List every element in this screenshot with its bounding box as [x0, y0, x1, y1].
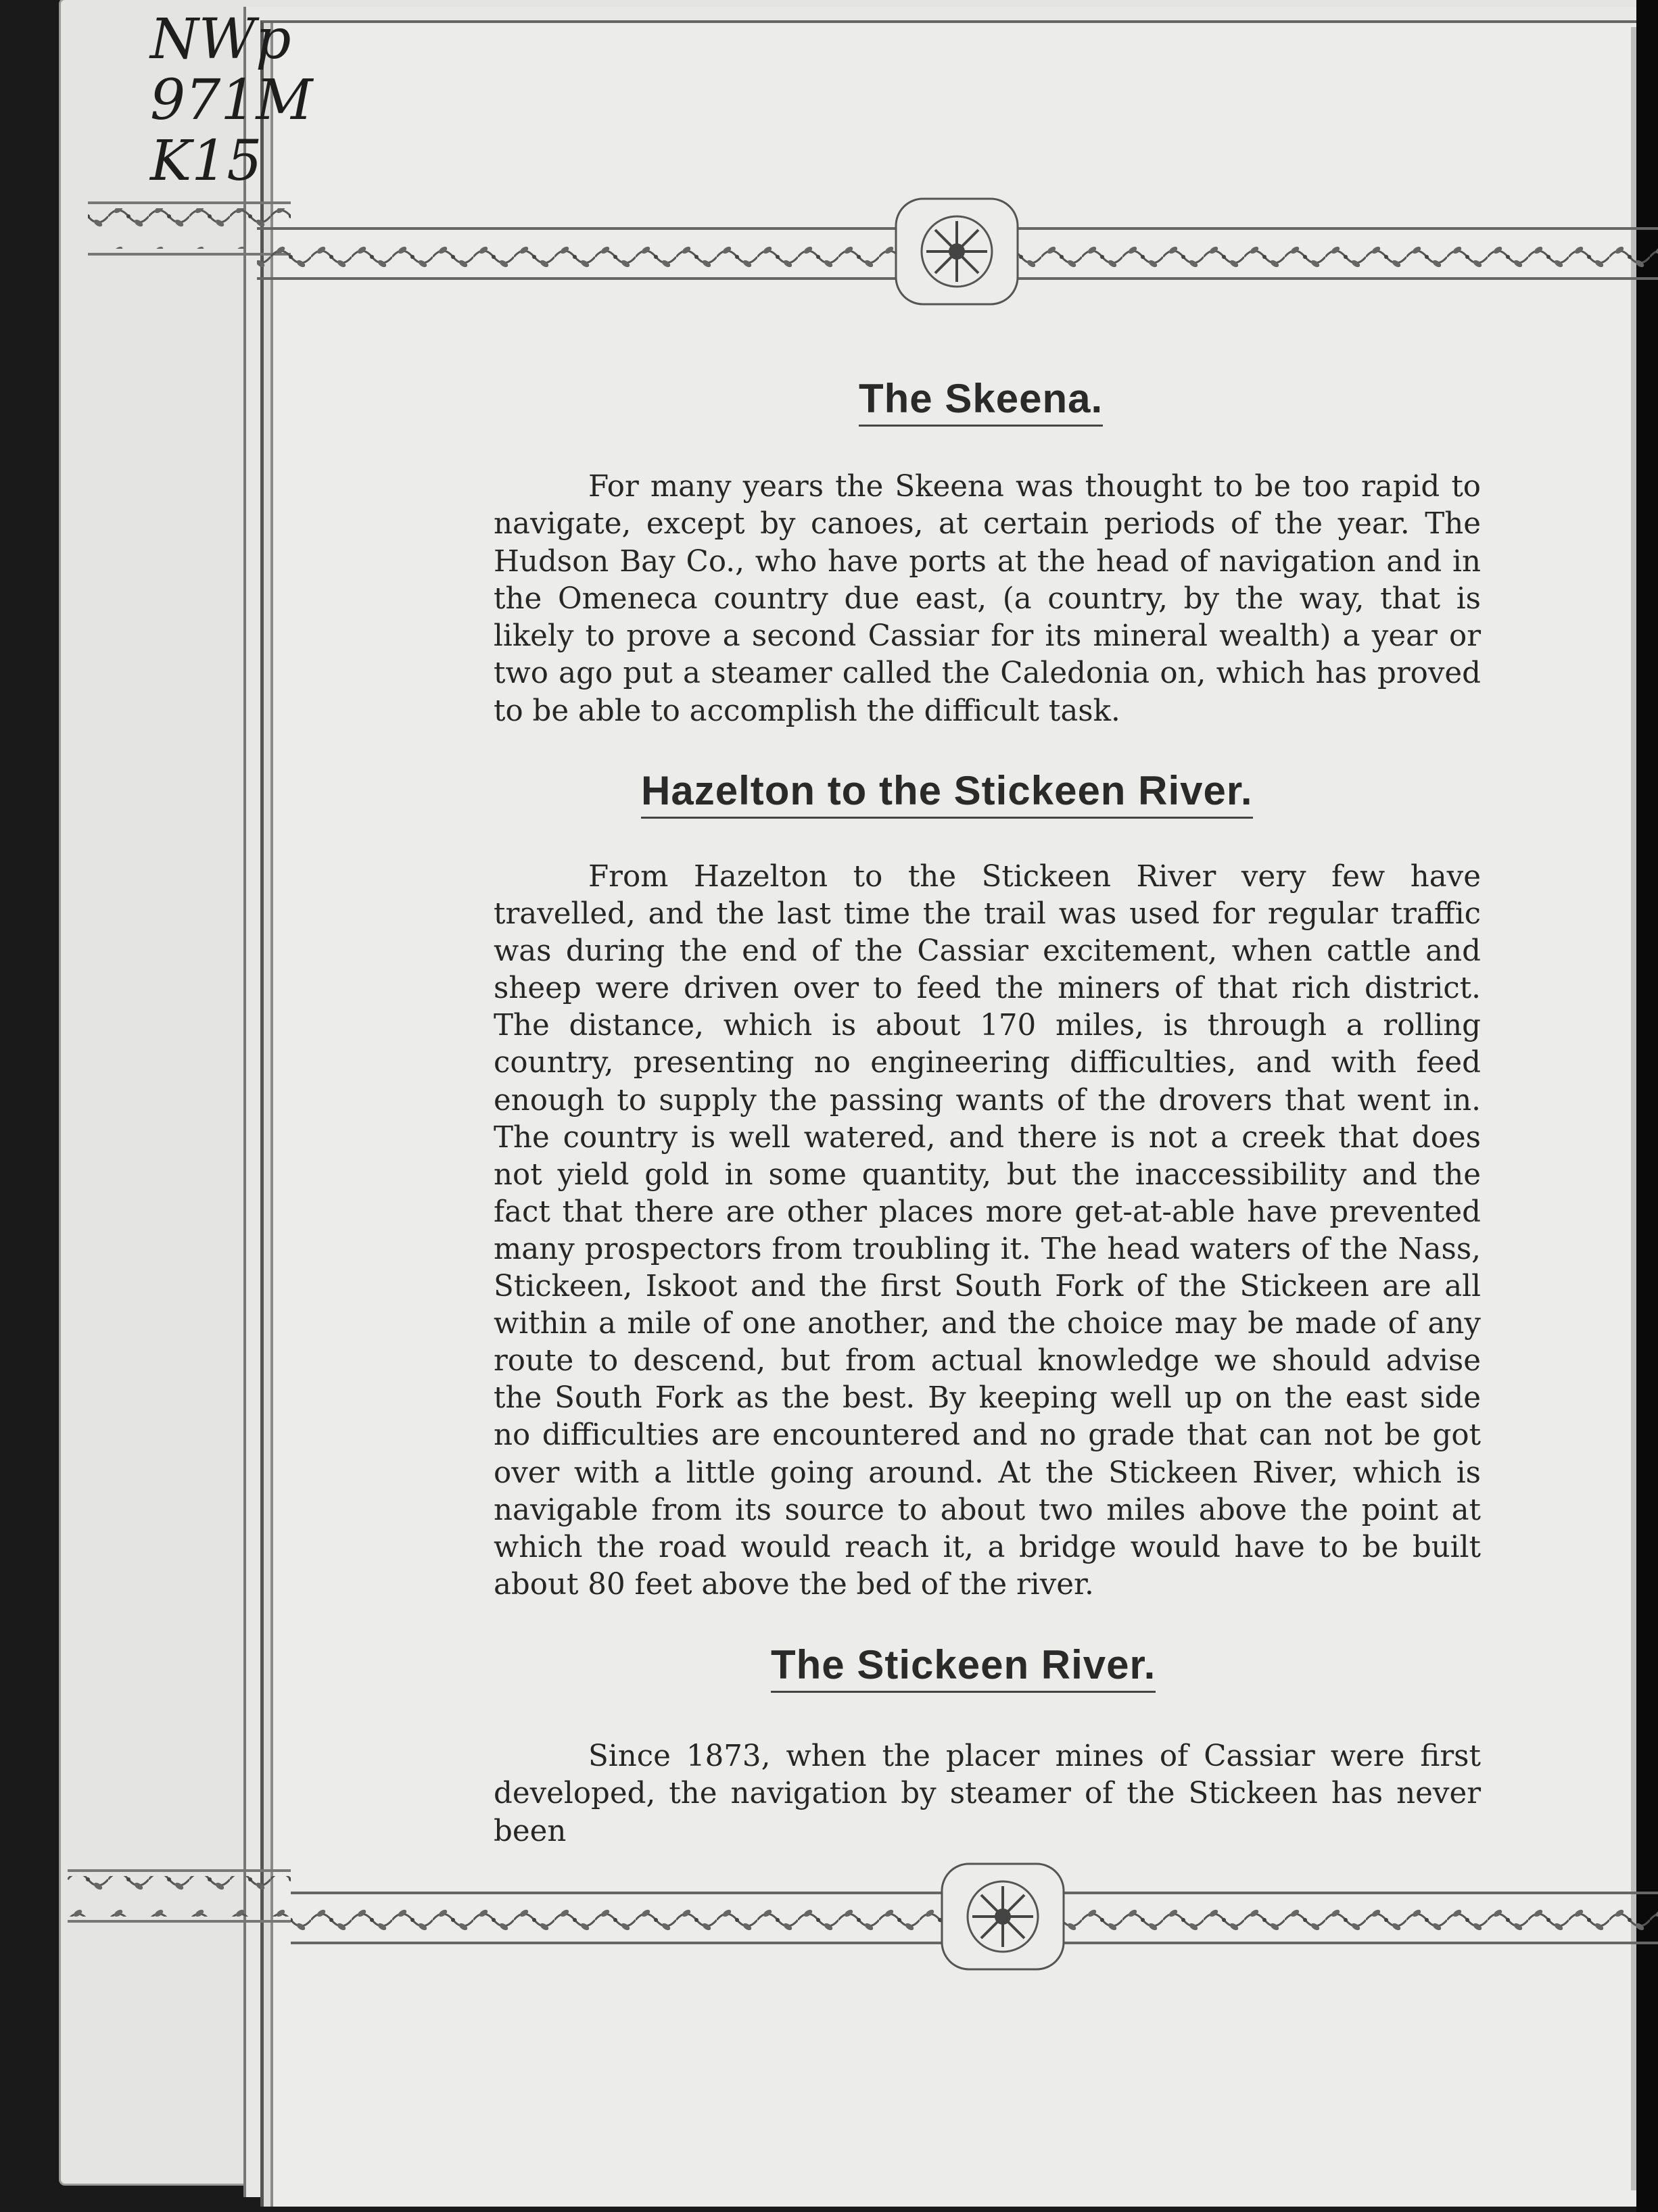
- section-body-stickeen: Since 1873, when the placer mines of Cassiar were first developed, the navigation by steamer of the Stickeen has never been: [494, 1739, 1481, 1848]
- medallion-ornament-top: [896, 199, 1018, 304]
- ornamental-border-top: [68, 196, 1658, 318]
- shelfmark-line-1: NWp: [150, 7, 291, 72]
- handwritten-shelfmark: [150, 7, 313, 193]
- shelfmark-line-2: 971M: [150, 68, 313, 133]
- shelfmark-line-3: K15: [150, 129, 262, 193]
- medallion-ornament-bottom: [942, 1864, 1064, 1969]
- section-body-hazelton: From Hazelton to the Stickeen River very few have travelled, and the last time the trail was used for regular traffic was during the end of the Cassiar excitement, when cattle and sheep were driven over to feed the miners of that rich district. The distance, which is about 170 miles, is through a rolling country, presenting no engineering difficulties, and with feed enough to supply the passing wants of the drovers that went in. The country is well watered, and there is not a creek that does not yield gold in some quantity, but the inaccessibility and the fact that there are other places more get-at-able have prevented many prospectors from troubling it. The head waters of the Nass, Stickeen, Iskoot and the first South Fork of the Stickeen are all within a mile of one another, and the choice may be made of any route to descend, but from actual knowledge we should advise the South Fork as the best. By keeping well up on the east side no difficulties are encountered and no grade that can not be got over with a little going around. At the Stickeen River, which is navigable from its source to about two miles above the point at which the road would reach it, a bridge would have to be built about 80 feet above the bed of the river.: [494, 860, 1481, 1602]
- section-body-skeena: For many years the Skeena was thought to be too rapid to navigate, except by canoes, at certain periods of the year. The Hudson Bay Co., who have ports at the head of navigation and in the Omeneca country due east, (a country, by the way, that is likely to prove a second Cassiar for its mineral wealth) a year or two ago put a steamer called the Caledonia on, which has proved to be able to accomplish the difficult task.: [494, 470, 1481, 728]
- section-heading-skeena: The Skeena.: [859, 375, 1103, 427]
- ornamental-border-bottom: [68, 1859, 1658, 1981]
- section-heading-hazelton: Hazelton to the Stickeen River.: [641, 767, 1253, 819]
- section-heading-stickeen: The Stickeen River.: [771, 1641, 1156, 1693]
